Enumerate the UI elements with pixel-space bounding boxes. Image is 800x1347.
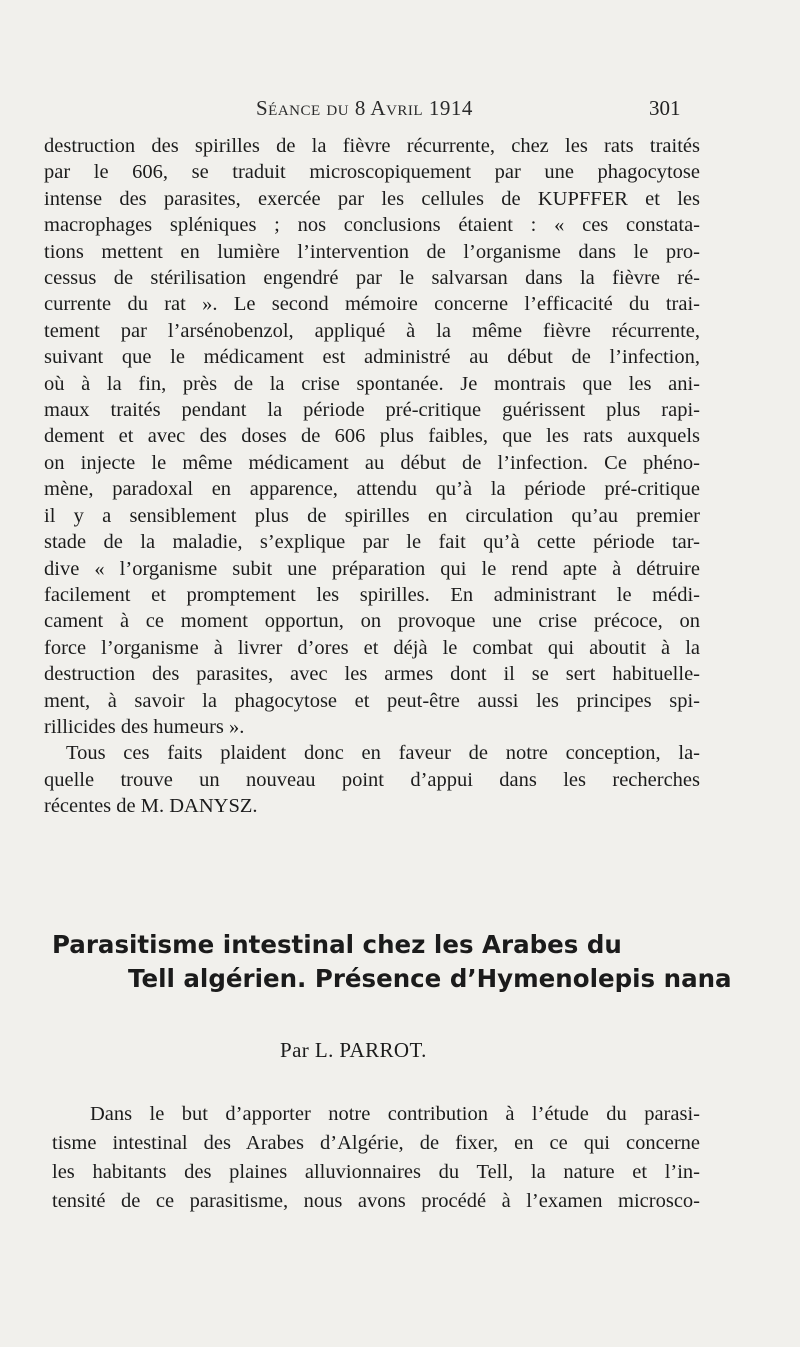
previous-article-continuation (44, 133, 700, 820)
text-line: il y a sensiblement plus de spirilles en circulation qu’au premier (44, 504, 700, 527)
text-line: stade de la maladie, s’explique par le fait qu’à cette période tar- (44, 531, 700, 554)
paragraph (44, 133, 700, 740)
text-line: intense des parasites, exercée par les cellules de KUPFFER et les (44, 187, 700, 210)
author-byline: Par L. PARROT. (280, 1038, 427, 1062)
text-line: suivant que le médicament est administré au début de l’infection, (44, 346, 700, 369)
article-title-line: Tell algérien. Présence d’Hymenolepis nana (128, 964, 732, 993)
article-title (52, 928, 752, 996)
text-line: tisme intestinal des Arabes d’Algérie, de fixer, en ce qui concerne (52, 1132, 700, 1154)
text-line: où à la fin, près de la crise spontanée. Je montrais que les ani- (44, 372, 700, 395)
text-line: quelle trouve un nouveau point d’appui dans les recherches (44, 768, 700, 791)
text-line: Tous ces faits plaident donc en faveur de notre conception, la- (66, 742, 700, 765)
text-line: tement par l’arsénobenzol, appliqué à la même fièvre récurrente, (44, 319, 700, 342)
running-title: Séance du 8 Avril 1914 (256, 96, 473, 120)
text-line: les habitants des plaines alluvionnaires du Tell, la nature et l’in- (52, 1161, 700, 1183)
text-line: ment, à savoir la phagocytose et peut-être aussi les principes spi- (44, 689, 700, 712)
text-line: mène, paradoxal en apparence, attendu qu’à la période pré-critique (44, 478, 700, 501)
text-line: cament à ce moment opportun, on provoque une crise précoce, on (44, 610, 700, 633)
text-line: macrophages spléniques ; nos conclusions étaient : « ces constata- (44, 214, 700, 237)
text-line: facilement et promptement les spirilles. En administrant le médi- (44, 583, 700, 606)
text-line: tensité de ce parasitisme, nous avons procédé à l’examen microsco- (52, 1190, 700, 1212)
paragraph (44, 740, 700, 819)
article-body (52, 1100, 700, 1216)
text-line: tions mettent en lumière l’intervention de l’organisme dans le pro- (44, 240, 700, 263)
text-line: destruction des spirilles de la fièvre récurrente, chez les rats traités (44, 135, 700, 157)
text-line: rillicides des humeurs ». (44, 715, 245, 738)
text-line: Dans le but d’apporter notre contribution à l’étude du parasi- (90, 1103, 700, 1125)
text-line: destruction des parasites, avec les armes dont il se sert habituelle- (44, 663, 700, 686)
text-line: on injecte le même médicament au début de l’infection. Ce phéno- (44, 451, 700, 474)
text-line: currente du rat ». Le second mémoire concerne l’efficacité du trai- (44, 293, 700, 316)
text-line: maux traités pendant la période pré-critique guérissent plus rapi- (44, 399, 700, 422)
text-line: récentes de M. DANYSZ. (44, 795, 258, 818)
article-title-line: Parasitisme intestinal chez les Arabes du (52, 930, 622, 959)
page-number: 301 (649, 96, 681, 120)
text-line: par le 606, se traduit microscopiquement par une phagocytose (44, 161, 700, 184)
text-line: force l’organisme à livrer d’ores et déjà le combat qui aboutit à la (44, 636, 700, 659)
text-line: dement et avec des doses de 606 plus faibles, que les rats auxquels (44, 425, 700, 448)
text-line: cessus de stérilisation engendré par le salvarsan dans la fièvre ré- (44, 267, 700, 290)
text-line: dive « l’organisme subit une préparation qui le rend apte à détruire (44, 557, 700, 580)
running-head (0, 96, 800, 120)
